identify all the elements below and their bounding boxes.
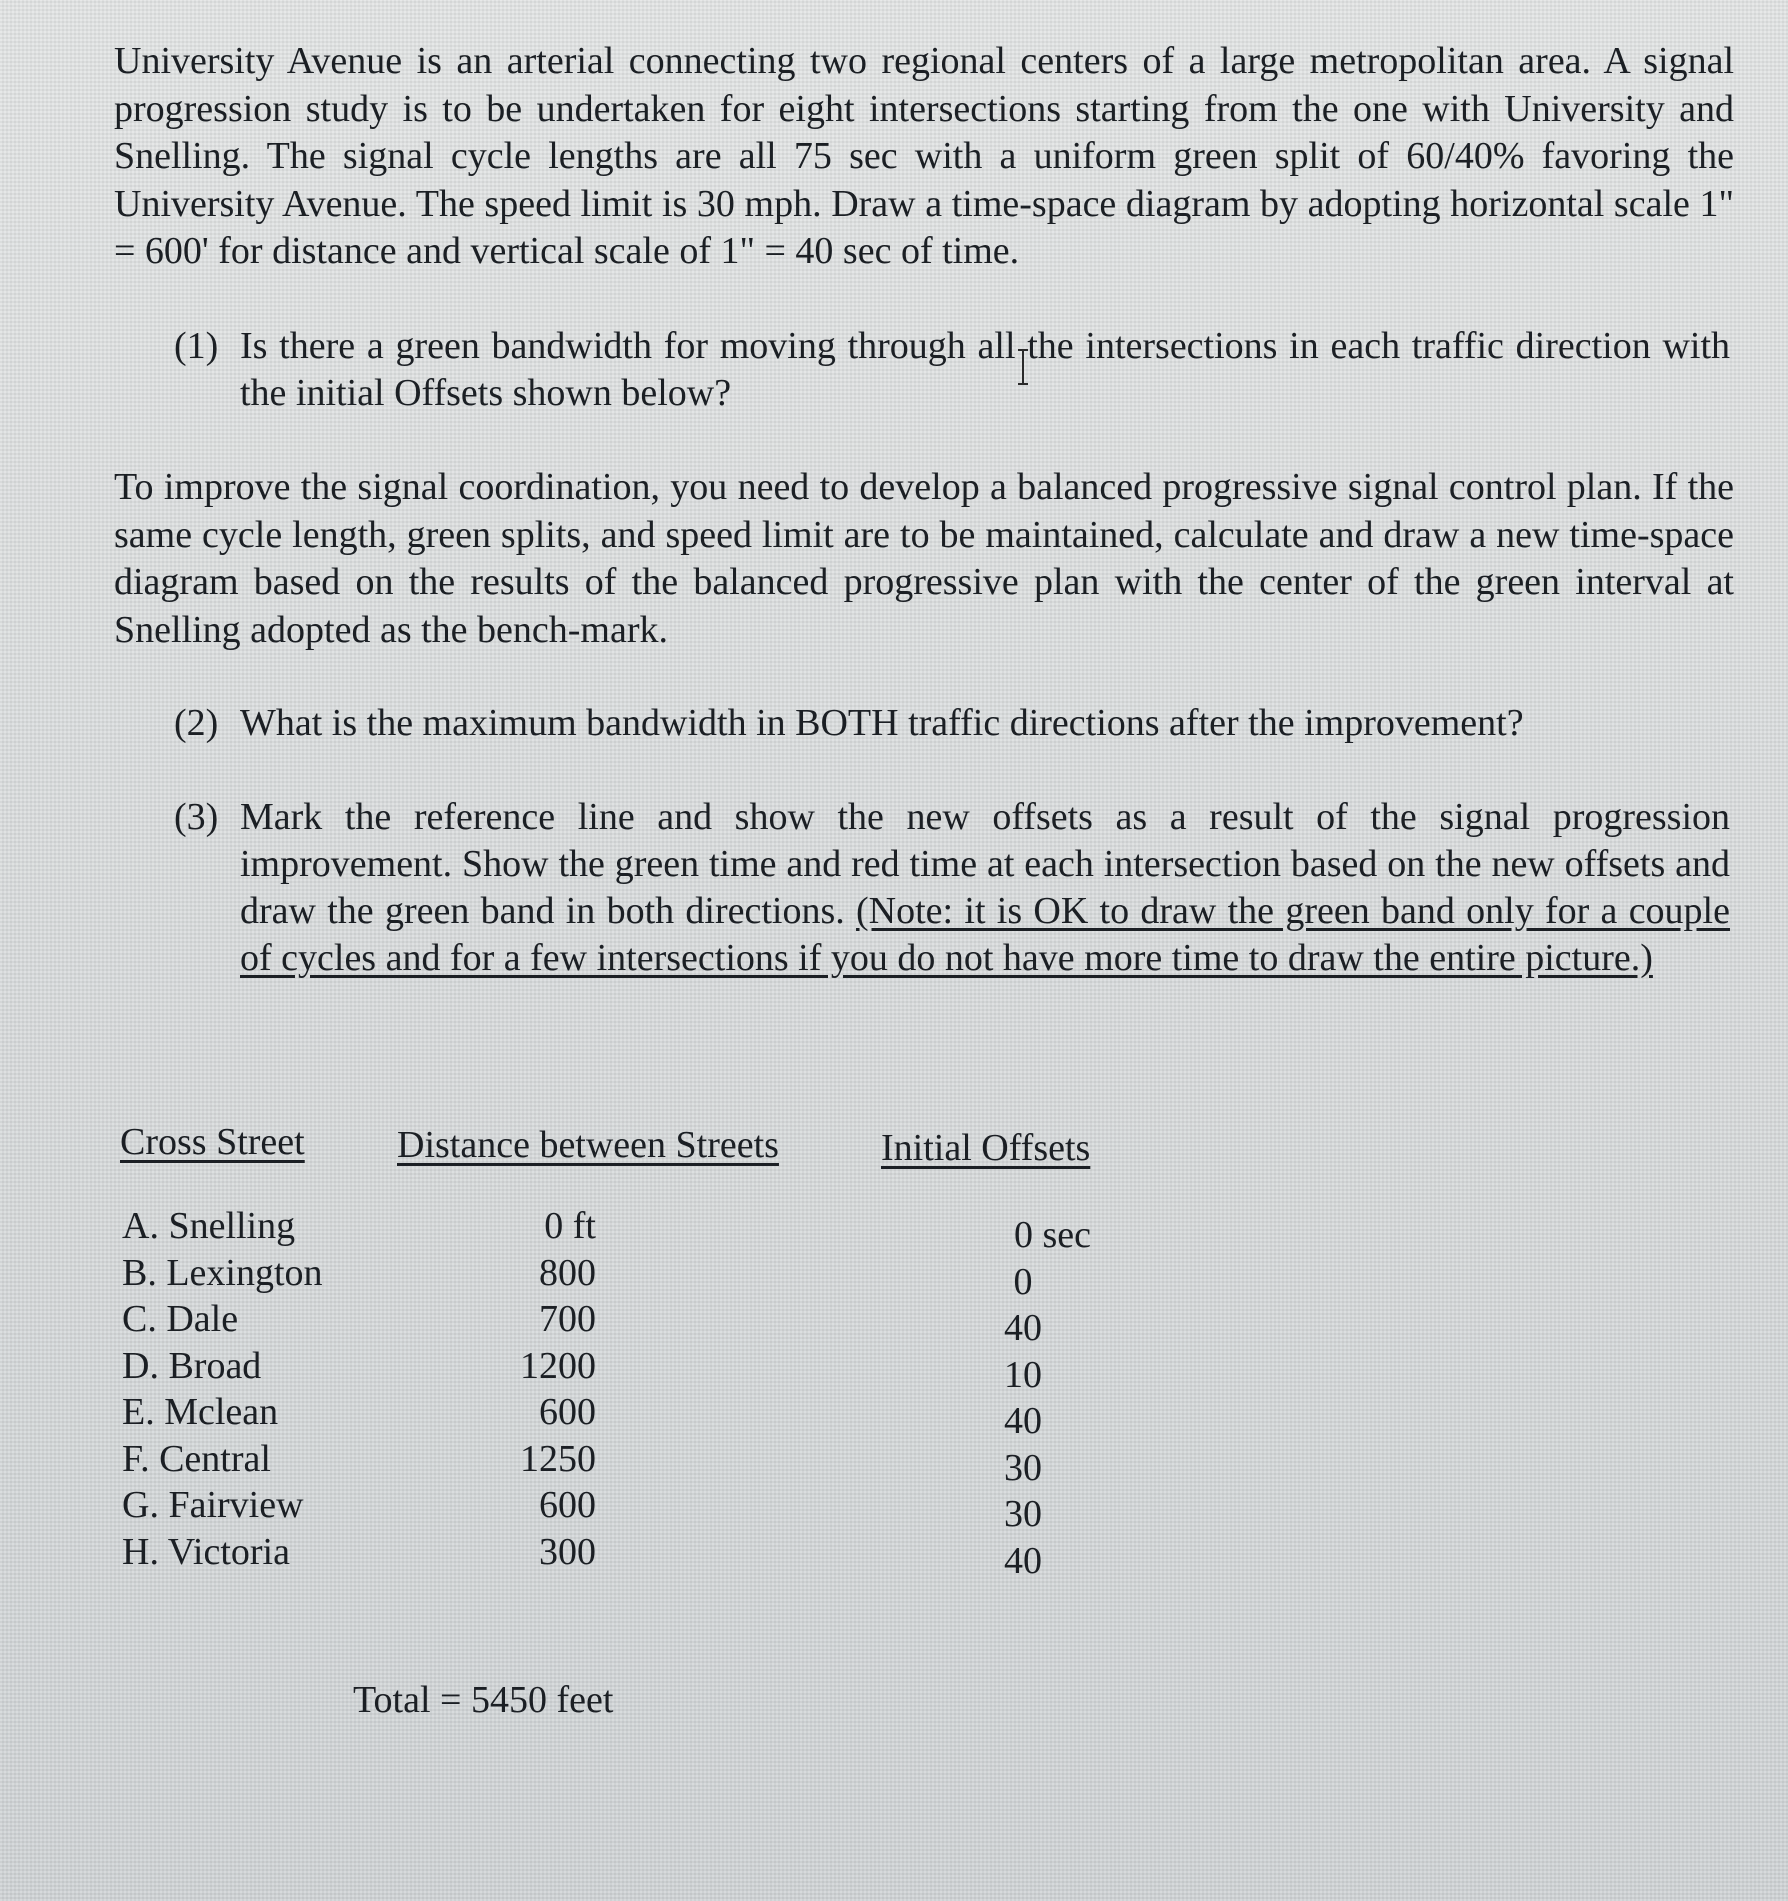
question-2-text: What is the maximum bandwidth in BOTH traffic directions after the improvement?: [240, 702, 1524, 744]
table-row-street: G. Fairview: [122, 1484, 304, 1526]
text-cursor-icon: [1016, 348, 1030, 386]
question-3-note: (Note: it is OK to draw the green band only for a couple of cycles and for a few intersections if you do not have more time to draw the entire picture.): [240, 890, 1730, 979]
table-row-offset: 0 sec: [1014, 1214, 1092, 1256]
table-row-distance: 300: [539, 1530, 596, 1573]
table-row-offset: 40: [1004, 1539, 1042, 1582]
question-3-text: Mark the reference line and show the new offsets as a result of the signal progression improvement. Show the green time and red time at each intersection based on the new offsets and draw the green band in both directions.: [240, 796, 1730, 932]
table-row-distance: 700: [539, 1298, 596, 1340]
table-row-distance: 1200: [520, 1344, 596, 1387]
improve-paragraph: To improve the signal coordination, you need to develop a balanced progressive signal control plan. If the same cycle length, green splits, and speed limit are to be maintained, calculate and draw a new time-space diagram based on the results of the balanced progressive plan with the center of the green interval at Snelling adopted as the bench-mark.: [114, 466, 1734, 651]
table-row-offset: 10: [1004, 1353, 1042, 1396]
table-row-offset: 40: [1004, 1307, 1042, 1349]
offsets-column: [970, 1212, 1092, 1584]
table-row-distance: 800: [539, 1251, 596, 1294]
table-row-offset: 0: [1013, 1260, 1033, 1303]
table-row-offset: 30: [1004, 1446, 1042, 1489]
table-row-offset: 30: [1004, 1493, 1042, 1535]
table-row-offset: 40: [1004, 1400, 1042, 1442]
table-row-street: A. Snelling: [122, 1205, 296, 1247]
table-row-street: D. Broad: [122, 1344, 262, 1387]
question-3-body: [240, 794, 1730, 982]
header-offsets: Initial Offsets: [881, 1127, 1091, 1169]
header-distance: Distance between Streets: [397, 1124, 779, 1166]
question-2-number: (2): [174, 702, 219, 744]
table-row-street: F. Central: [122, 1437, 271, 1480]
table-row-distance: 0 ft: [544, 1205, 596, 1247]
total-distance: Total = 5450 feet: [353, 1679, 614, 1721]
cross-street-column: [122, 1203, 323, 1575]
table-row-street: H. Victoria: [122, 1530, 290, 1573]
distance-column: [440, 1203, 596, 1575]
question-1-text: Is there a green bandwidth for moving through all the intersections in each traffic direction with the initial Offsets shown below?: [240, 325, 1730, 414]
table-row-street: C. Dale: [122, 1298, 239, 1340]
question-2: [174, 700, 1730, 747]
question-1: [174, 323, 1730, 417]
table-row-distance: 1250: [520, 1437, 596, 1480]
intro-paragraph: University Avenue is an arterial connecting two regional centers of a large metropolitan area. A signal progression study is to be undertaken for eight intersections starting from the one with University and Snelling. The signal cycle lengths are all 75 sec with a uniform green split of 60/40% favoring the University Avenue. The speed limit is 30 mph. Draw a time-space diagram by adopting horizontal scale 1" = 600' for distance and vertical scale of 1" = 40 sec of time.: [114, 40, 1734, 272]
table-row-street: E. Mclean: [122, 1391, 279, 1433]
table-row-street: B. Lexington: [122, 1251, 323, 1294]
question-3-number: (3): [174, 796, 219, 838]
table-row-distance: 600: [539, 1484, 596, 1526]
question-3: [174, 794, 1730, 982]
table-row-distance: 600: [539, 1391, 596, 1433]
question-1-number: (1): [174, 325, 219, 367]
header-cross-street: Cross Street: [120, 1121, 305, 1163]
